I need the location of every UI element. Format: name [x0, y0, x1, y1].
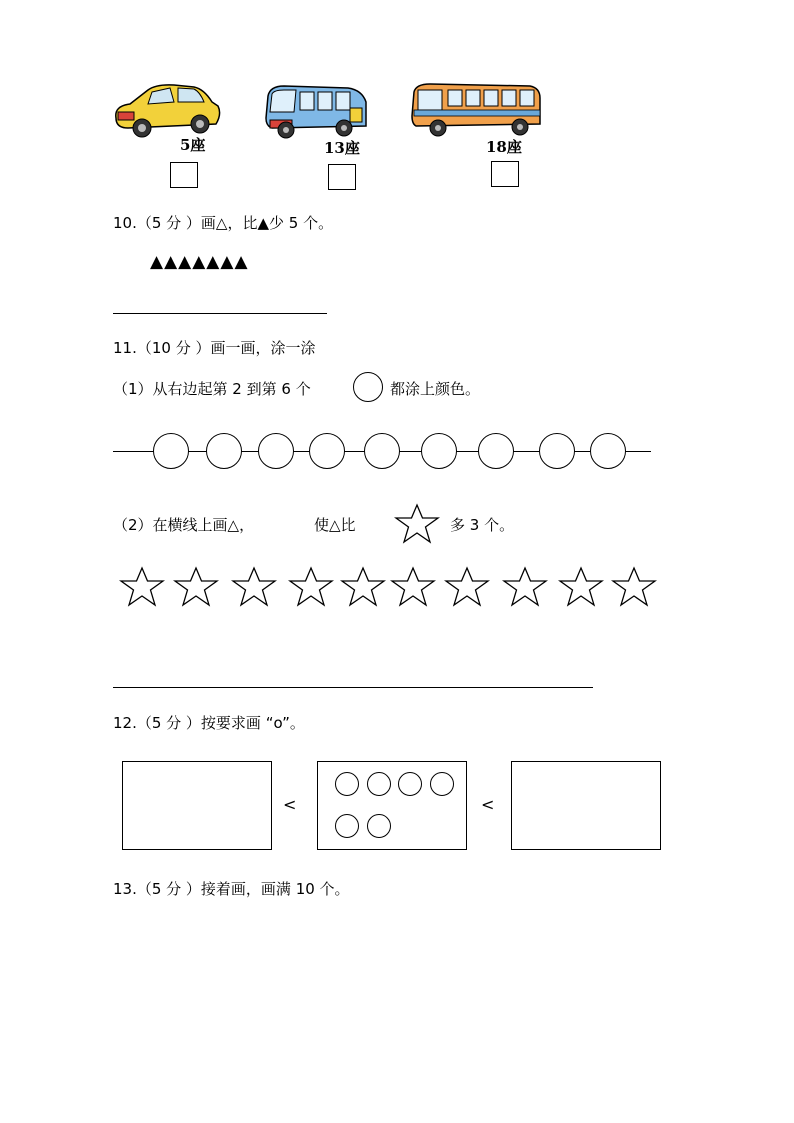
q12-right-box[interactable] [511, 761, 661, 850]
star-item [502, 567, 548, 611]
star-item [119, 567, 165, 611]
q11-part1-prefix: （1）从右边起第 2 到第 6 个 [113, 380, 311, 398]
star-item [231, 567, 277, 611]
car-answer-box[interactable] [170, 162, 198, 188]
star-icon [394, 504, 440, 544]
bead-circle[interactable] [364, 433, 400, 469]
star-item [173, 567, 219, 611]
bead-circle[interactable] [539, 433, 575, 469]
circle-item [430, 772, 454, 796]
vehicle-car [108, 80, 224, 140]
bead-circle[interactable] [153, 433, 189, 469]
q10-title: 10.（5 分 ）画△，比▲少 5 个。 [113, 214, 334, 232]
bead-circle[interactable] [309, 433, 345, 469]
q11-part2-prefix: （2）在横线上画△， [113, 516, 255, 534]
minibus-icon [262, 82, 370, 140]
star-item [340, 567, 386, 611]
circle-item [367, 814, 391, 838]
car-seat-label: 5座 [180, 136, 206, 154]
minibus-seat-label: 13座 [324, 139, 360, 157]
q11-title: 11.（10 分 ）画一画，涂一涂 [113, 339, 316, 357]
vehicle-minibus [262, 82, 370, 140]
less-than-sign: < [283, 795, 297, 814]
star-item [288, 567, 334, 611]
q10-given-triangles: ▲▲▲▲▲▲▲ [150, 252, 249, 272]
q11-part2-mid: 使△比 [314, 516, 356, 534]
q11-answer-line[interactable] [113, 687, 593, 688]
vehicle-bus [408, 80, 544, 138]
bus-icon [408, 80, 544, 138]
q13-title: 13.（5 分 ）接着画，画满 10 个。 [113, 880, 350, 898]
less-than-sign: < [481, 795, 495, 814]
bus-answer-box[interactable] [491, 161, 519, 187]
bus-seat-label: 18座 [486, 138, 522, 156]
bead-circle[interactable] [590, 433, 626, 469]
q11-part2-suffix: 多 3 个。 [450, 516, 515, 534]
bead-circle[interactable] [478, 433, 514, 469]
star-item [444, 567, 490, 611]
bead-circle[interactable] [206, 433, 242, 469]
circle-item [367, 772, 391, 796]
circle-item [335, 772, 359, 796]
star-item [390, 567, 436, 611]
circle-item [398, 772, 422, 796]
star-item [611, 567, 657, 611]
star-item [558, 567, 604, 611]
minibus-answer-box[interactable] [328, 164, 356, 190]
q10-answer-line[interactable] [113, 313, 327, 314]
bead-circle[interactable] [421, 433, 457, 469]
circle-icon [353, 372, 383, 402]
bead-circle[interactable] [258, 433, 294, 469]
car-icon [108, 80, 224, 140]
circle-item [335, 814, 359, 838]
q12-left-box[interactable] [122, 761, 272, 850]
q11-part1-suffix: 都涂上颜色。 [390, 380, 481, 398]
q12-title: 12.（5 分 ）按要求画 “o”。 [113, 714, 305, 732]
